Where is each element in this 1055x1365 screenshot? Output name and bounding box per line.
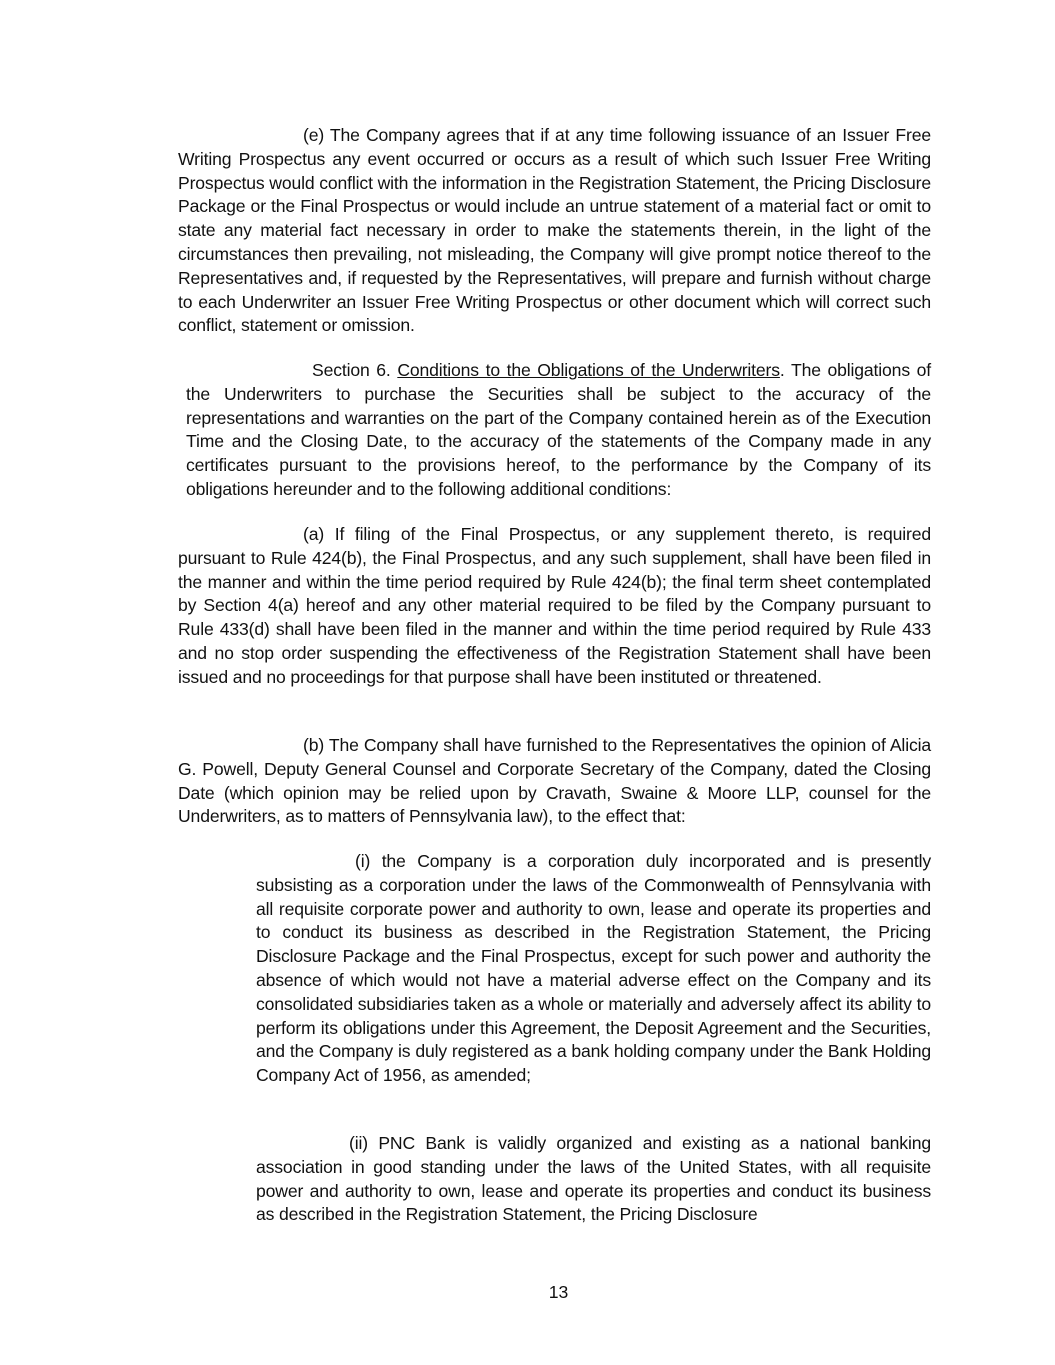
section-6-heading: Conditions to the Obligations of the Underwriters (397, 360, 780, 380)
paragraph-i: (i) the Company is a corporation duly incorporated and is presently subsisting as a corporation under the laws of the Commonwealth of Pennsylvania with all requisite corporate power and authority to own, lease and operate its properties and to conduct its business as described in the Registration Statement, the Pricing Disclosure Package and the Final Prospectus, except for such power and authority the absence of which would not have a material adverse effect on the Company and its consolidated subsidiaries taken as a whole or materially and adversely affect its ability to perform its obligations under this Agreement, the Deposit Agreement and the Securities, and the Company is duly registered as a bank holding company under the Bank Holding Company Act of 1956, as amended; (256, 851, 931, 1086)
section-6-label: Section 6. (312, 360, 398, 380)
paragraph-a: (a) If filing of the Final Prospectus, or any supplement thereto, is required pursuant to Rule 424(b), the Final Prospectus, and any such supplement, shall have been filed in the manner and within the time period required by Rule 424(b); the final term sheet contemplated by Section 4(a) hereof and any other material required to be filed by the Company pursuant to Rule 433(d) shall have been filed in the manner and within the time period required by Rule 433 and no stop order suspending the effectiveness of the Registration Statement shall have been issued and no proceedings for that purpose shall have been instituted or threatened. (178, 524, 931, 687)
section-6-paragraph (186, 359, 931, 502)
paragraph-ii: (ii) PNC Bank is validly organized and existing as a national banking association in good standing under the laws of the United States, with all requisite power and authority to own, lease and operate its properties and conduct its business as described in the Registration Statement, the Pricing Disclosure (256, 1133, 931, 1225)
page-number: 13 (548, 1282, 569, 1302)
paragraph-e: (e) The Company agrees that if at any time following issuance of an Issuer Free Writing Prospectus any event occurred or occurs as a result of which such Issuer Free Writing Prospectus would conflict with the information in the Registration Statement, the Pricing Disclosure Package or the Final Prospectus or would include an untrue statement of a material fact or omit to state any material fact necessary in order to make the statements therein, in the light of the circumstances then prevailing, not misleading, the Company will give prompt notice thereof to the Representatives and, if requested by the Representatives, will prepare and furnish without charge to each Underwriter an Issuer Free Writing Prospectus or other document which will correct such conflict, statement or omission. (178, 125, 931, 336)
section-6-body: . The obligations of the Underwriters to purchase the Securities shall be subject to the accuracy of the representations and warranties on the part of the Company contained herein as of the Execution Time and the Closing Date, to the accuracy of the statements of the Company made in any certificates pursuant to the provisions hereof, to the performance by the Company of its obligations hereunder and to the following additional conditions: (186, 360, 931, 499)
paragraph-b: (b) The Company shall have furnished to the Representatives the opinion of Alicia G. Powell, Deputy General Counsel and Corporate Secretary of the Company, dated the Closing Date (which opinion may be relied upon by Cravath, Swaine & Moore LLP, counsel for the Underwriters, as to matters of Pennsylvania law), to the effect that: (178, 735, 931, 827)
